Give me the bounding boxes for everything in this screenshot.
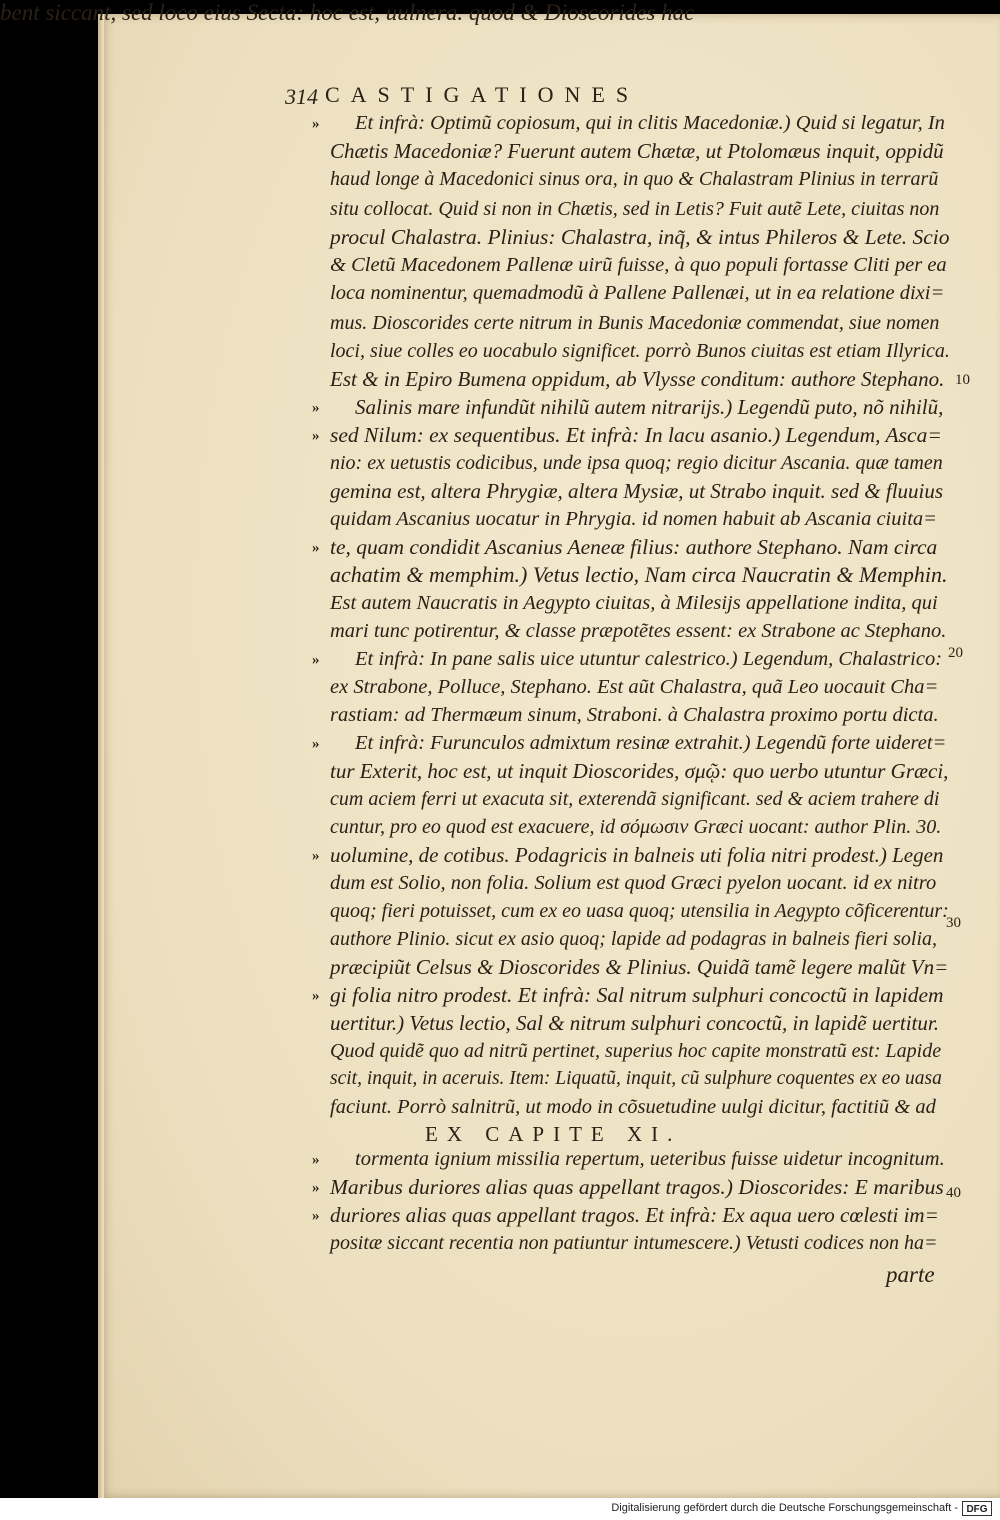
- text-line: Et infrà: Optimũ copiosum, qui in clitis Macedoniæ.) Quid si legatur, In: [355, 112, 945, 134]
- dfg-logo: DFG: [962, 1501, 992, 1516]
- text-line: quoq; fieri potuisset, cum ex eo uasa quoq; utensilia in Aegypto cõficerentur:: [330, 900, 949, 922]
- quotation-mark: »: [312, 988, 320, 1004]
- text-line: mari tunc potirentur, & classe præpotẽtes essent: ex Strabone ac Stephano.: [330, 620, 947, 642]
- page-gutter-edge: [98, 14, 104, 1498]
- text-line: cuntur, pro eo quod est exacuere, id σόμωσιν Græci uocant: author Plin. 30.: [330, 816, 942, 838]
- text-line: quidam Ascanius uocatur in Phrygia. id nomen habuit ab Ascania ciuita=: [330, 508, 937, 530]
- text-line: haud longe à Macedonici sinus ora, in quo & Chalastram Plinius in terrarũ: [330, 168, 939, 190]
- quotation-mark: »: [312, 652, 320, 668]
- text-line: gi folia nitro prodest. Et infrà: Sal nitrum sulphuri concoctũ in lapidem: [330, 983, 944, 1007]
- text-line: Et infrà: In pane salis uice utuntur calestrico.) Legendum, Chalastrico:: [355, 648, 943, 670]
- quotation-mark: »: [312, 1152, 320, 1168]
- text-line: nio: ex uetustis codicibus, unde ipsa quoq; regio dicitur Ascania. quæ tamen: [330, 452, 943, 474]
- page-header: [285, 82, 825, 112]
- margin-number-30: 30: [946, 915, 961, 931]
- text-line: situ collocat. Quid si non in Chætis, sed in Letis? Fuit autẽ Lete, ciuitas non: [330, 198, 940, 220]
- text-line: rastiam: ad Thermæum sinum, Straboni. à Chalastra proximo portu dicta.: [330, 704, 939, 726]
- text-line: Chætis Macedoniæ? Fuerunt autem Chætæ, ut Ptolomæus inquit, oppidũ: [330, 139, 944, 163]
- quotation-mark: »: [312, 400, 320, 416]
- quotation-mark: »: [312, 116, 320, 132]
- text-line: uolumine, de cotibus. Podagricis in balneis uti folia nitri prodest.) Legen: [330, 843, 944, 867]
- footer-bar: [0, 1498, 1000, 1520]
- chapter-heading: EX CAPITE XI.: [425, 1122, 682, 1146]
- text-line: Maribus duriores alias quas appellant tragos.) Dioscorides: E maribus: [330, 1175, 944, 1199]
- quotation-mark: »: [312, 736, 320, 752]
- quotation-mark: »: [312, 848, 320, 864]
- text-line: cum aciem ferri ut exacuta sit, exterendã significant. sed & aciem trahere di: [330, 788, 940, 810]
- text-line: Salinis mare infundũt nihilũ autem nitrarijs.) Legendũ puto, nõ nihilũ,: [355, 395, 944, 419]
- quotation-mark: »: [312, 1208, 320, 1224]
- text-line: loca nominentur, quemadmodũ à Pallene Pallenæi, ut in ea relatione dixi=: [330, 282, 945, 304]
- text-line: bent siccant, sed loco eius Secta: hoc est, uulnera. quod & Dioscorides hac: [0, 0, 695, 25]
- text-line: authore Plinio. sicut ex asio quoq; lapide ad podagras in balneis fieri solia,: [330, 928, 938, 950]
- text-line: positæ siccant recentia non patiuntur intumescere.) Vetusti codices non ha=: [330, 1232, 938, 1254]
- text-line: loci, siue colles eo uocabulo significet. porrò Bunos ciuitas est etiam Illyrica.: [330, 340, 950, 362]
- quotation-mark: »: [312, 428, 320, 444]
- margin-number-20: 20: [948, 645, 963, 661]
- text-line: tormenta ignium missilia repertum, ueteribus fuisse uidetur incognitum.: [355, 1148, 945, 1170]
- text-line: Est & in Epiro Bumena oppidum, ab Vlysse conditum: authore Stephano.: [330, 367, 945, 391]
- text-line: scit, inquit, in aceruis. Item: Liquatũ, inquit, cũ sulphure coquentes ex eo uasa: [330, 1068, 942, 1089]
- text-line: te, quam condidit Ascanius Aeneæ filius: authore Stephano. Nam circa: [330, 535, 938, 559]
- margin-number-40: 40: [946, 1185, 961, 1201]
- text-line: faciunt. Porrò salnitrũ, ut modo in cõsuetudine uulgi dicitur, factitiũ & ad: [330, 1096, 936, 1118]
- text-line: procul Chalastra. Plinius: Chalastra, inq̃, & intus Phileros & Lete. Scio: [330, 225, 950, 249]
- text-line: Quod quidẽ quo ad nitrũ pertinet, superius hoc capite monstratũ est: Lapide: [330, 1040, 942, 1062]
- quotation-mark: »: [312, 540, 320, 556]
- text-line: præcipiũt Celsus & Dioscorides & Plinius. Quidã tamẽ legere malũt Vn=: [330, 955, 949, 979]
- text-line: Est autem Naucratis in Aegypto ciuitas, à Milesijs appellatione indita, qui: [330, 592, 938, 614]
- text-line: gemina est, altera Phrygiæ, altera Mysiæ, ut Strabo inquit. sed & fluuius: [330, 479, 944, 503]
- text-line: sed Nilum: ex sequentibus. Et infrà: In lacu asanio.) Legendum, Asca=: [330, 423, 942, 447]
- folio-number: 314: [285, 84, 318, 109]
- text-line: mus. Dioscorides certe nitrum in Bunis Macedoniæ commendat, siue nomen: [330, 312, 940, 334]
- funding-credit: Digitalisierung gefördert durch die Deutsche Forschungsgemeinschaft -: [611, 1502, 958, 1514]
- running-head: CASTIGATIONES: [325, 82, 640, 107]
- text-line: tur Exterit, hoc est, ut inquit Dioscorides, σμῷ: quo uerbo utuntur Græci,: [330, 759, 949, 783]
- text-line: duriores alias quas appellant tragos. Et infrà: Ex aqua uero cœlesti im=: [330, 1203, 939, 1227]
- text-line: achatim & memphim.) Vetus lectio, Nam circa Naucratin & Memphin.: [330, 562, 948, 587]
- text-line: Et infrà: Furunculos admixtum resinæ extrahit.) Legendũ forte uideret=: [355, 732, 947, 754]
- text-line: & Cletũ Macedonem Pallenæ uirũ fuisse, à quo populi fortasse Cliti per ea: [330, 254, 947, 276]
- text-line: dum est Solio, non folia. Solium est quod Græci pyelon uocant. id ex nitro: [330, 872, 937, 894]
- quotation-mark: »: [312, 1180, 320, 1196]
- margin-number-10: 10: [955, 372, 970, 388]
- text-line: ex Strabone, Polluce, Stephano. Est aũt Chalastra, quã Leo uocauit Cha=: [330, 676, 939, 698]
- text-line: uertitur.) Vetus lectio, Sal & nitrum sulphuri concoctũ, in lapidẽ uertitur.: [330, 1011, 939, 1035]
- catchword: parte: [886, 1262, 935, 1287]
